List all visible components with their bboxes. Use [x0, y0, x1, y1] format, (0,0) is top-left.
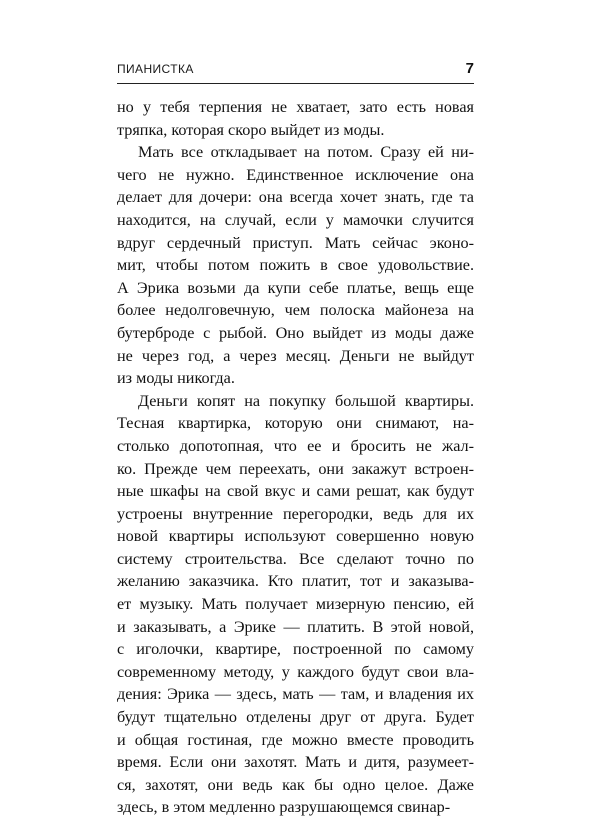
text-line: ся, захотят, они ведь как бы одно целое. Даже [117, 775, 474, 794]
text-line: находится, на случай, если у мамочки случится [117, 210, 474, 229]
text-line: с иголочки, квартире, построенной по самому [117, 640, 474, 659]
text-line: делает для дочери: она всегда хочет знать, где та [117, 188, 474, 207]
text-line: вдруг сердечный приступ. Мать сейчас эконо- [117, 233, 474, 252]
text-line: Тесная квартирка, которую они снимают, на- [117, 414, 474, 433]
text-line: будут тщательно отделены друг от друга. Будет [117, 708, 474, 727]
text-line: А Эрика возьми да купи себе платье, вещь еще [117, 278, 474, 297]
text-line: мит, чтобы потом пожить в свое удовольствие. [117, 256, 474, 275]
text-line: бутерброде с рыбой. Оно выйдет из моды даже [117, 323, 474, 342]
text-line: Деньги копят на покупку большой квартиры. [138, 391, 474, 410]
page-number: 7 [465, 60, 474, 77]
text-line: новой квартиры используют совершенно новую [117, 527, 474, 546]
paragraph [117, 141, 474, 390]
running-head [117, 60, 474, 80]
text-line: желанию заказчика. Кто платит, тот и заказыва- [117, 572, 474, 591]
text-line: систему строительства. Все сделают точно по [117, 549, 474, 568]
text-line: тряпка, которая скоро выйдет из моды. [117, 120, 385, 139]
text-line: устроены внутренние перегородки, ведь для их [117, 504, 474, 523]
header-rule [117, 83, 474, 84]
text-line: но у тебя терпения не хватает, зато есть новая [117, 98, 474, 116]
text-line: и заказывать, а Эрике — платить. В этой новой, [117, 617, 474, 636]
text-line: столько допотопная, что ее и бросить не жал- [117, 436, 474, 455]
text-line: не через год, а через месяц. Деньги не выйдут [117, 346, 474, 365]
text-line: и общая гостиная, где можно вместе проводить [117, 730, 474, 749]
text-line: время. Если они захотят. Мать и дитя, разумеет- [117, 753, 474, 772]
paragraph [117, 96, 474, 141]
text-line: современному методу, у каждого будут свои вла- [117, 662, 474, 681]
body-text [117, 96, 474, 819]
text-line: чего не нужно. Единственное исключение она [117, 165, 474, 184]
text-line: более недолговечную, чем полоска майонеза на [117, 301, 474, 320]
text-line: здесь, в этом медленно разрушающемся свинар- [117, 798, 451, 817]
text-line: ет музыку. Мать получает мизерную пенсию, ей [117, 595, 474, 614]
text-line: из моды никогда. [117, 369, 235, 388]
text-line: ко. Прежде чем переехать, они закажут встроен- [117, 459, 474, 478]
text-line: ные шкафы на свой вкус и сами решат, как будут [117, 482, 474, 501]
paragraph [117, 390, 474, 819]
text-line: дения: Эрика — здесь, мать — там, и владения их [117, 685, 474, 704]
running-title: ПИАНИСТКА [117, 62, 194, 76]
text-line: Мать все откладывает на потом. Сразу ей ни- [138, 143, 474, 162]
